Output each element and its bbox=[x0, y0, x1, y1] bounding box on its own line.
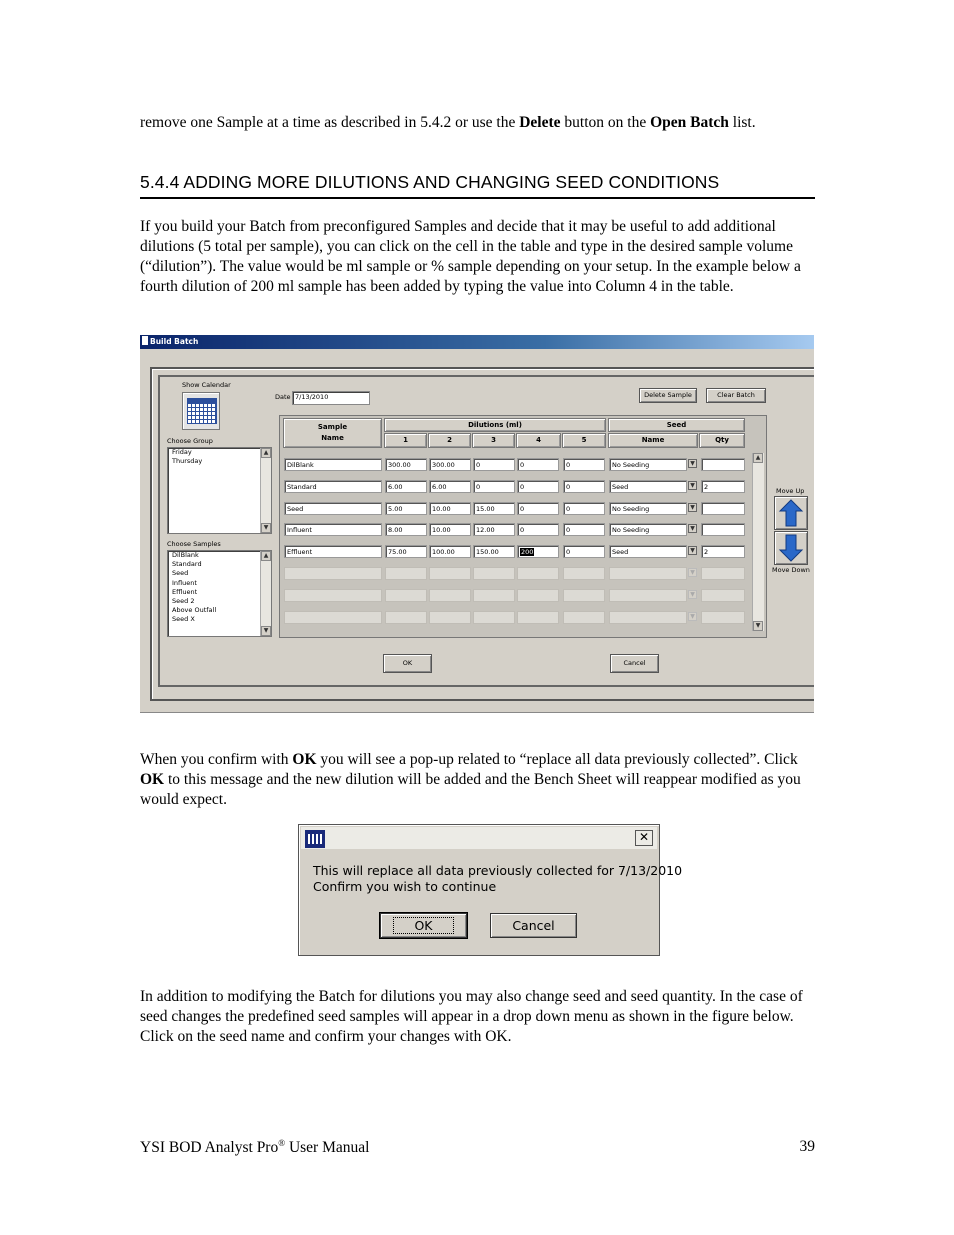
list-item[interactable]: Above Outfall bbox=[172, 606, 217, 615]
table-cell-d4[interactable] bbox=[517, 589, 559, 602]
header-seed: Seed bbox=[608, 418, 745, 432]
table-cell-seed[interactable] bbox=[609, 611, 687, 624]
seed-dropdown-icon[interactable]: ▼ bbox=[688, 459, 697, 468]
table-cell-d1[interactable] bbox=[385, 611, 427, 624]
dialog-ok-button[interactable]: OK bbox=[380, 913, 467, 938]
table-cell-d5[interactable]: 0 bbox=[563, 480, 605, 493]
confirm-dialog bbox=[298, 824, 683, 956]
scroll-up-icon[interactable]: ▲ bbox=[261, 448, 271, 458]
cancel-button[interactable]: Cancel bbox=[610, 654, 659, 673]
samples-list-scrollbar[interactable] bbox=[260, 551, 271, 636]
table-cell-name[interactable] bbox=[284, 611, 382, 624]
app-icon bbox=[142, 336, 148, 345]
dialog-message-line-1: This will replace all data previously collected for 7/13/2010 bbox=[313, 863, 683, 878]
table-cell-d4[interactable]: 200 bbox=[517, 545, 559, 558]
table-cell-name[interactable]: Effluent bbox=[284, 545, 382, 558]
dialog-cancel-button[interactable]: Cancel bbox=[490, 913, 577, 938]
paragraph-dilutions: If you build your Batch from preconfigured Samples and decide that it may be useful to add additional dilutions (5 total per sample), you can click on the cell in the table and type in the desired sample volume (“dilution”). The value would be ml sample or % sample depending on your setup. In the example below a fourth dilution of 200 ml sample has been added by typing the value into Column 4 in the table. bbox=[140, 218, 801, 295]
table-cell-d1[interactable]: 75.00 bbox=[385, 545, 427, 558]
seed-dropdown-icon[interactable]: ▼ bbox=[688, 612, 697, 621]
batch-table bbox=[279, 415, 767, 638]
table-cell-d5[interactable]: 0 bbox=[563, 458, 605, 471]
footer-registered-mark: ® bbox=[278, 1138, 286, 1148]
header-dilution-5: 5 bbox=[562, 433, 606, 448]
list-item[interactable]: Seed 2 bbox=[172, 597, 195, 606]
table-cell-d3[interactable]: 12.00 bbox=[473, 523, 515, 536]
table-cell-d3[interactable]: 15.00 bbox=[473, 502, 515, 515]
header-seed-name: Name bbox=[608, 433, 698, 448]
list-item[interactable]: Effluent bbox=[172, 587, 198, 596]
table-cell-d4[interactable]: 0 bbox=[517, 458, 559, 471]
seed-dropdown-icon[interactable]: ▼ bbox=[688, 503, 697, 512]
header-sample-name: Sample Name bbox=[283, 418, 382, 448]
scroll-down-icon[interactable]: ▼ bbox=[753, 621, 763, 631]
header-qty: Qty bbox=[699, 433, 745, 448]
table-cell-d2[interactable]: 10.00 bbox=[429, 502, 471, 515]
table-cell-d4[interactable]: 0 bbox=[517, 480, 559, 493]
table-cell-name[interactable]: DilBlank bbox=[284, 458, 382, 471]
table-cell-seed[interactable] bbox=[609, 589, 687, 602]
table-cell-d5[interactable] bbox=[563, 567, 605, 580]
calendar-icon bbox=[187, 398, 217, 424]
table-cell-d2[interactable] bbox=[429, 611, 471, 624]
table-cell-d3[interactable] bbox=[473, 567, 515, 580]
table-cell-qty[interactable]: 2 bbox=[701, 480, 745, 493]
table-cell-name[interactable]: Influent bbox=[284, 523, 382, 536]
move-down-label: Move Down bbox=[772, 566, 810, 574]
list-item[interactable]: Seed bbox=[172, 569, 189, 578]
scroll-up-icon[interactable]: ▲ bbox=[261, 551, 271, 561]
table-cell-d1[interactable] bbox=[385, 589, 427, 602]
scroll-down-icon[interactable]: ▼ bbox=[261, 523, 271, 533]
table-cell-qty[interactable] bbox=[701, 567, 745, 580]
list-item[interactable]: Standard bbox=[172, 560, 202, 569]
list-item[interactable]: Seed X bbox=[172, 615, 195, 624]
table-cell-d2[interactable]: 6.00 bbox=[429, 480, 471, 493]
choose-group-label: Choose Group bbox=[167, 437, 213, 445]
header-dilutions: Dilutions (ml) bbox=[384, 418, 606, 432]
header-dilution-4: 4 bbox=[516, 433, 561, 448]
header-dilution-1: 1 bbox=[384, 433, 427, 448]
table-cell-name[interactable]: Standard bbox=[284, 480, 382, 493]
ok-button[interactable]: OK bbox=[383, 654, 432, 673]
clear-batch-button[interactable]: Clear Batch bbox=[706, 388, 766, 403]
table-cell-d3[interactable] bbox=[473, 589, 515, 602]
table-cell-d4[interactable]: 0 bbox=[517, 523, 559, 536]
table-cell-d1[interactable]: 8.00 bbox=[385, 523, 427, 536]
dialog-message-line-2: Confirm you wish to continue bbox=[313, 879, 497, 894]
table-cell-seed[interactable]: No Seeding bbox=[609, 458, 687, 471]
window-titlebar: Build Batch bbox=[140, 335, 814, 349]
arrow-up-icon bbox=[775, 497, 807, 529]
close-icon[interactable]: ✕ bbox=[635, 830, 653, 846]
seed-dropdown-icon[interactable]: ▼ bbox=[688, 481, 697, 490]
paragraph-seed: In addition to modifying the Batch for dilutions you may also change seed and seed quantity. In the case of seed changes the predefined seed samples will appear in a drop down menu as shown in the figure below. Click on the seed name and confirm your changes with OK. bbox=[140, 988, 803, 1045]
scroll-down-icon[interactable]: ▼ bbox=[261, 626, 271, 636]
group-list-scrollbar[interactable] bbox=[260, 448, 271, 533]
dialog-titlebar bbox=[301, 827, 657, 849]
table-cell-d5[interactable] bbox=[563, 589, 605, 602]
seed-dropdown-icon[interactable]: ▼ bbox=[688, 546, 697, 555]
move-down-button[interactable] bbox=[774, 531, 808, 565]
paragraph-confirm: When you confirm with OK you will see a pop-up related to “replace all data previously collected”. Click OK to this message and the new dilution will be added and the Bench Sheet will reappear modified as you would expect. bbox=[140, 751, 801, 808]
page-number: 39 bbox=[799, 1138, 815, 1155]
table-cell-name[interactable] bbox=[284, 567, 382, 580]
table-cell-seed[interactable]: No Seeding bbox=[609, 523, 687, 536]
calendar-button[interactable] bbox=[182, 392, 220, 430]
table-cell-d5[interactable]: 0 bbox=[563, 545, 605, 558]
seed-dropdown-icon[interactable]: ▼ bbox=[688, 524, 697, 533]
section-heading: 5.4.4 ADDING MORE DILUTIONS AND CHANGING SEED CONDITIONS bbox=[140, 172, 815, 199]
table-cell-seed[interactable]: Seed bbox=[609, 480, 687, 493]
show-calendar-label: Show Calendar bbox=[182, 381, 231, 389]
header-dilution-3: 3 bbox=[472, 433, 515, 448]
table-cell-d1[interactable]: 6.00 bbox=[385, 480, 427, 493]
move-up-label: Move Up bbox=[776, 487, 805, 495]
table-cell-d3[interactable]: 0 bbox=[473, 458, 515, 471]
table-cell-d4[interactable] bbox=[517, 567, 559, 580]
list-item[interactable]: Influent bbox=[172, 578, 197, 587]
table-cell-qty[interactable] bbox=[701, 458, 745, 471]
group-list[interactable] bbox=[167, 447, 272, 534]
table-cell-qty[interactable] bbox=[701, 611, 745, 624]
table-cell-d3[interactable] bbox=[473, 611, 515, 624]
table-scrollbar[interactable] bbox=[752, 453, 764, 631]
table-cell-seed[interactable]: No Seeding bbox=[609, 502, 687, 515]
table-cell-d3[interactable]: 0 bbox=[473, 480, 515, 493]
table-cell-d2[interactable] bbox=[429, 567, 471, 580]
date-field[interactable]: 7/13/2010 bbox=[292, 391, 370, 405]
table-cell-d2[interactable] bbox=[429, 589, 471, 602]
arrow-down-icon bbox=[775, 532, 807, 564]
list-item[interactable]: Friday bbox=[172, 448, 192, 456]
table-cell-d1[interactable] bbox=[385, 567, 427, 580]
date-label: Date bbox=[275, 393, 291, 401]
table-cell-qty[interactable]: 2 bbox=[701, 545, 745, 558]
table-cell-d5[interactable]: 0 bbox=[563, 502, 605, 515]
page-footer bbox=[140, 1138, 815, 1157]
table-cell-d2[interactable]: 10.00 bbox=[429, 523, 471, 536]
seed-dropdown-icon[interactable]: ▼ bbox=[688, 568, 697, 577]
table-cell-d4[interactable]: 0 bbox=[517, 502, 559, 515]
table-cell-qty[interactable] bbox=[701, 523, 745, 536]
table-cell-d5[interactable]: 0 bbox=[563, 523, 605, 536]
table-cell-d1[interactable]: 5.00 bbox=[385, 502, 427, 515]
paragraph-intro: remove one Sample at a time as described in 5.4.2 or use the Delete button on the Open Batch list. bbox=[140, 114, 756, 131]
table-cell-seed[interactable] bbox=[609, 567, 687, 580]
table-cell-name[interactable]: Seed bbox=[284, 502, 382, 515]
scroll-up-icon[interactable]: ▲ bbox=[753, 453, 763, 463]
move-up-button[interactable] bbox=[774, 496, 808, 530]
table-cell-qty[interactable] bbox=[701, 589, 745, 602]
build-batch-window bbox=[140, 335, 814, 713]
dialog-message bbox=[313, 863, 682, 895]
table-cell-d5[interactable] bbox=[563, 611, 605, 624]
table-cell-name[interactable] bbox=[284, 589, 382, 602]
table-cell-seed[interactable]: Seed bbox=[609, 545, 687, 558]
app-icon bbox=[305, 830, 325, 848]
table-cell-d3[interactable]: 150.00 bbox=[473, 545, 515, 558]
table-cell-d4[interactable] bbox=[517, 611, 559, 624]
seed-dropdown-icon[interactable]: ▼ bbox=[688, 590, 697, 599]
footer-title: YSI BOD Analyst Pro bbox=[140, 1139, 279, 1157]
samples-list[interactable] bbox=[167, 550, 272, 637]
table-cell-d2[interactable]: 300.00 bbox=[429, 458, 471, 471]
table-cell-d2[interactable]: 100.00 bbox=[429, 545, 471, 558]
header-dilution-2: 2 bbox=[428, 433, 471, 448]
list-item[interactable]: Thursday bbox=[172, 457, 203, 466]
table-cell-qty[interactable] bbox=[701, 502, 745, 515]
list-item[interactable]: DilBlank bbox=[172, 551, 199, 559]
footer-suffix: User Manual bbox=[285, 1139, 370, 1157]
delete-sample-button[interactable]: Delete Sample bbox=[639, 388, 697, 403]
table-cell-d1[interactable]: 300.00 bbox=[385, 458, 427, 471]
choose-samples-label: Choose Samples bbox=[167, 540, 221, 548]
